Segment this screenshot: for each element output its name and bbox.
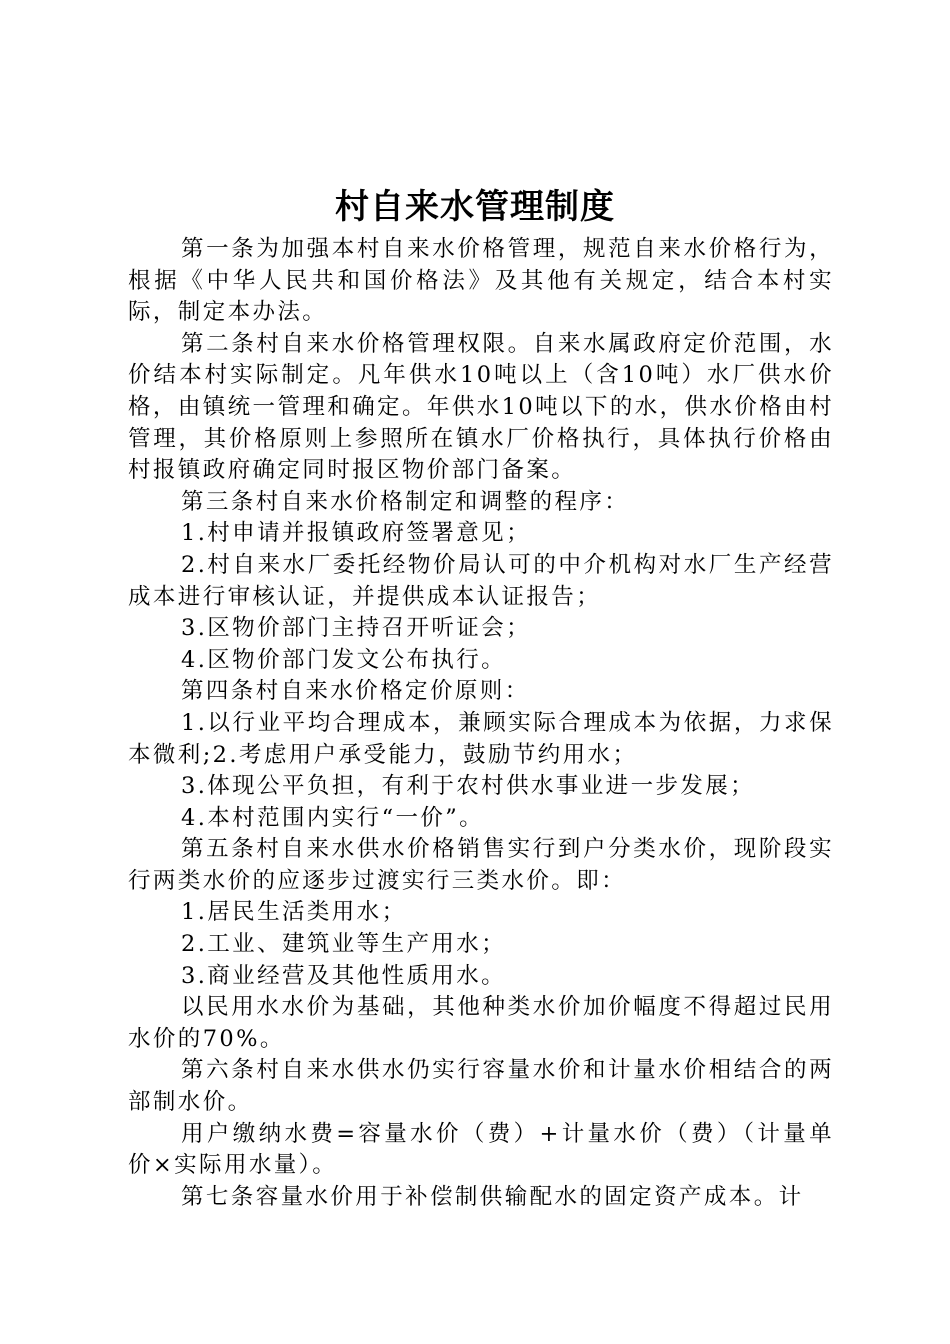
list-item: 3.区物价部门主持召开听证会； [181,615,531,642]
paragraph-article-5: 第五条村自来水供水价格销售实行到户分类水价，现阶段实行两类水价的应逐步过渡实行三类水价。即： [128,836,834,894]
document-title: 村自来水管理制度 [335,187,615,227]
list-item: 4.区物价部门发文公布执行。 [181,646,507,673]
paragraph-article-3: 第三条村自来水价格制定和调整的程序： [181,488,630,515]
list-item: 2.村自来水厂委托经物价局认可的中介机构对水厂生产经营成本进行审核认证，并提供成本认证报告； [128,551,834,610]
paragraph-article-4: 第四条村自来水价格定价原则： [181,678,530,705]
paragraph-fee-formula: 用户缴纳水费=容量水价（费）+计量水价（费）（计量单价×实际用水量）。 [128,1120,834,1179]
paragraph-article-1: 第一条为加强本村自来水价格管理，规范自来水价格行为，根据《中华人民共和国价格法》及其他有关规定，结合本村实际，制定本办法。 [128,236,834,326]
list-item: 1.居民生活类用水； [181,899,407,926]
document-body [128,234,834,1213]
paragraph-article-7: 第七条容量水价用于补偿制供输配水的固定资产成本。计 [181,1183,804,1210]
list-item: 4.本村范围内实行“一价”。 [181,804,485,831]
list-item: 3.体现公平负担，有利于农村供水事业进一步发展； [181,773,756,800]
paragraph-price-basis: 以民用水水价为基础，其他种类水价加价幅度不得超过民用水价的70%。 [128,994,834,1052]
paragraph-article-6: 第六条村自来水供水仍实行容量水价和计量水价相结合的两部制水价。 [128,1057,834,1116]
list-item: 3.商业经营及其他性质用水。 [181,962,507,989]
list-item: 1.村申请并报镇政府签署意见； [181,520,531,547]
paragraph-article-2: 第二条村自来水价格管理权限。自来水属政府定价范围，水价结本村实际制定。凡年供水10吨以上（含10吨）水厂供水价格，由镇统一管理和确定。年供水10吨以下的水，供水价格由村管理，其价格原则上参照所在镇水厂价格执行，具体执行价格由村报镇政府确定同时报区物价部门备案。 [128,330,834,484]
list-item: 2.工业、建筑业等生产用水； [181,931,507,958]
list-item: 1.以行业平均合理成本，兼顾实际合理成本为依据，力求保本微利;2.考虑用户承受能力，鼓励节约用水； [128,709,834,768]
